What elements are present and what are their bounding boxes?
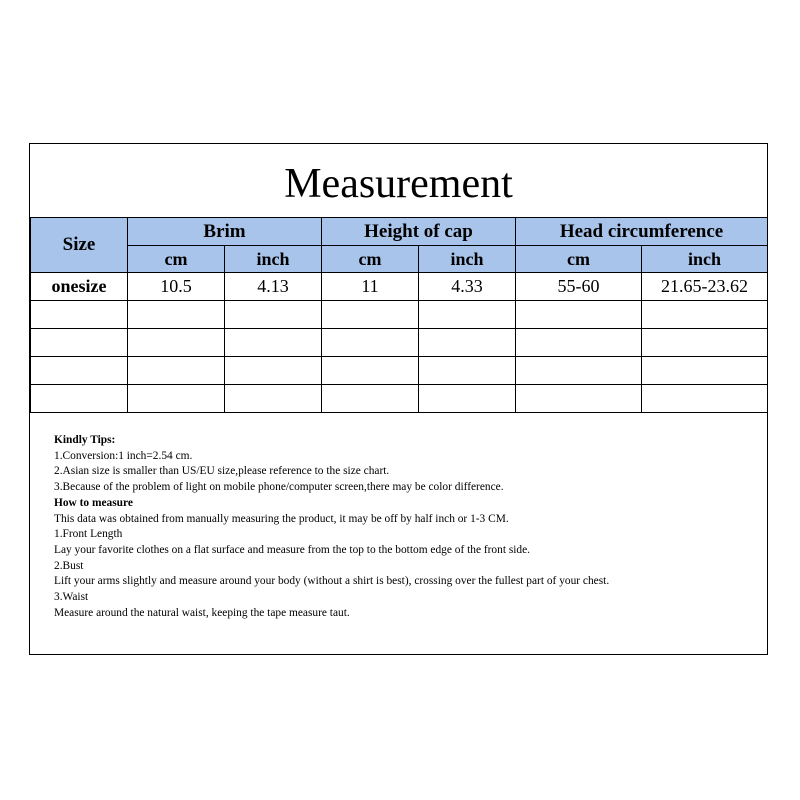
size-cell: onesize bbox=[31, 273, 128, 301]
empty-cell bbox=[128, 301, 225, 329]
measure-line: 1.Front Length bbox=[54, 528, 123, 541]
unit-header: inch bbox=[642, 246, 768, 273]
page-title: Measurement bbox=[284, 161, 513, 207]
empty-cell bbox=[225, 385, 322, 413]
table-cell: 11 bbox=[322, 273, 419, 301]
empty-cell bbox=[516, 329, 642, 357]
table-cell: 10.5 bbox=[128, 273, 225, 301]
empty-cell bbox=[31, 385, 128, 413]
empty-cell bbox=[322, 357, 419, 385]
unit-header: inch bbox=[225, 246, 322, 273]
head-circumference-header: Head circumference bbox=[516, 218, 768, 246]
table-cell: 55-60 bbox=[516, 273, 642, 301]
tips-section bbox=[54, 433, 754, 621]
empty-cell bbox=[419, 385, 516, 413]
unit-header: cm bbox=[322, 246, 419, 273]
empty-cell bbox=[322, 329, 419, 357]
measurement-sheet bbox=[29, 143, 768, 655]
empty-table-row bbox=[31, 357, 768, 385]
measure-line: 2.Bust bbox=[54, 559, 84, 572]
tip-line: 2.Asian size is smaller than US/EU size,please reference to the size chart. bbox=[54, 465, 390, 478]
table-row bbox=[31, 273, 768, 301]
table-cell: 21.65-23.62 bbox=[642, 273, 768, 301]
kindly-tips-heading: Kindly Tips: bbox=[54, 434, 116, 446]
empty-cell bbox=[225, 357, 322, 385]
measure-line: Lay your favorite clothes on a flat surface and measure from the top to the bottom edge of the front side. bbox=[54, 543, 531, 556]
table-cell: 4.13 bbox=[225, 273, 322, 301]
empty-cell bbox=[419, 357, 516, 385]
empty-cell bbox=[128, 385, 225, 413]
empty-cell bbox=[516, 357, 642, 385]
empty-cell bbox=[642, 329, 768, 357]
empty-table-row bbox=[31, 329, 768, 357]
empty-cell bbox=[419, 301, 516, 329]
empty-table-row bbox=[31, 301, 768, 329]
unit-header: cm bbox=[128, 246, 225, 273]
empty-cell bbox=[31, 301, 128, 329]
empty-cell bbox=[642, 357, 768, 385]
empty-cell bbox=[516, 385, 642, 413]
tip-line: 3.Because of the problem of light on mobile phone/computer screen,there may be color difference. bbox=[54, 481, 504, 494]
how-to-measure-heading: How to measure bbox=[54, 496, 133, 509]
measure-line: Lift your arms slightly and measure around your body (without a shirt is best), crossing over the fullest part of your chest. bbox=[54, 575, 610, 588]
empty-cell bbox=[322, 301, 419, 329]
empty-cell bbox=[516, 301, 642, 329]
measure-line: This data was obtained from manually measuring the product, it may be off by half inch or 1-3 CM. bbox=[54, 512, 509, 525]
empty-cell bbox=[642, 301, 768, 329]
empty-cell bbox=[31, 329, 128, 357]
empty-cell bbox=[31, 357, 128, 385]
empty-cell bbox=[225, 301, 322, 329]
empty-cell bbox=[419, 329, 516, 357]
empty-table-row bbox=[31, 385, 768, 413]
tip-line: 1.Conversion:1 inch=2.54 cm. bbox=[54, 449, 193, 462]
empty-cell bbox=[322, 385, 419, 413]
measure-line: 3.Waist bbox=[54, 591, 89, 604]
empty-cell bbox=[642, 385, 768, 413]
empty-cell bbox=[225, 329, 322, 357]
unit-header: inch bbox=[419, 246, 516, 273]
empty-cell bbox=[128, 329, 225, 357]
empty-cell bbox=[128, 357, 225, 385]
height-of-cap-header: Height of cap bbox=[322, 218, 516, 246]
table-cell: 4.33 bbox=[419, 273, 516, 301]
brim-header: Brim bbox=[128, 218, 322, 246]
unit-header: cm bbox=[516, 246, 642, 273]
measure-line: Measure around the natural waist, keeping the tape measure taut. bbox=[54, 606, 350, 619]
size-header: Size bbox=[31, 218, 128, 273]
size-chart-table bbox=[30, 217, 768, 413]
